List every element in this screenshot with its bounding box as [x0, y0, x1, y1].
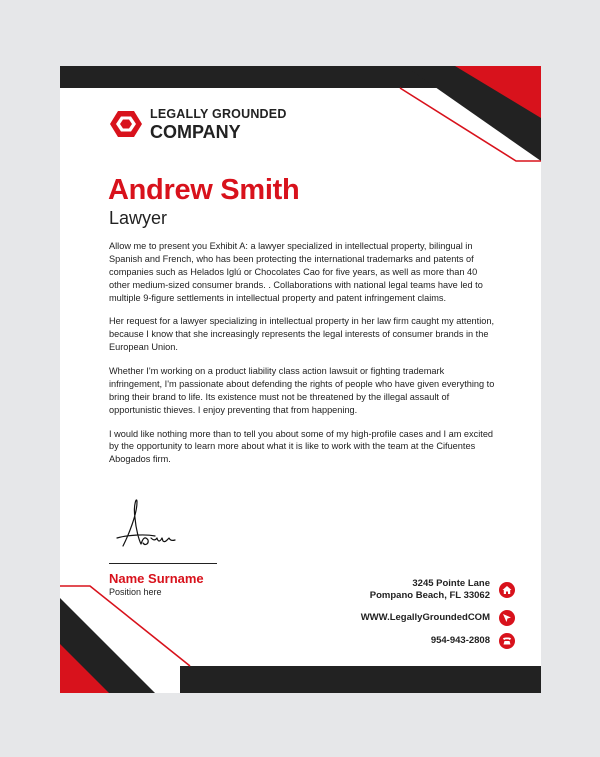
paragraph-1: Allow me to present you Exhibit A: a lawyer specialized in intellectual property, bilingual in Spanish and French, who has been protecting the international trademarks and patents of companies such as Helados Iglú or Chocolates Cao for five years, as well as more than 40 other medium-sized consumer brands. . Collaborations with national legal teams have led to multiple 9-figure settlements in intellectual property and patent infringement claims. — [109, 241, 483, 303]
website-row — [361, 610, 515, 626]
address-line1: 3245 Pointe Lane — [412, 578, 490, 589]
website-text[interactable]: WWW.LegallyGroundedCOM — [360, 611, 490, 623]
contact-info — [361, 578, 515, 656]
address-line2: Pompano Beach, FL 33062 — [369, 590, 490, 602]
phone-icon — [499, 633, 515, 649]
cursor-icon — [499, 610, 515, 626]
company-logo — [109, 108, 287, 141]
signature-position: Position here — [109, 587, 162, 597]
paragraph-4: I would like nothing more than to tell you about some of my high-profile cases and I am excited by the opportunity to learn more about what it is like to work with the team at the Cifuentes Abogados firm. — [109, 428, 494, 465]
letter-body — [109, 240, 499, 477]
signature-drawing — [115, 494, 195, 554]
signature-line — [109, 563, 217, 564]
paragraph-2: Her request for a lawyer specializing in intellectual property in her law firm caught my attention, because I know that she increasingly represents the legal interests of consumer brands in the European Union. — [109, 316, 495, 353]
paragraph-3: Whether I'm working on a product liability class action lawsuit or fighting trademark infringement, I'm passionate about defending the rights of people who have given everything to bring their brand to life. Its existence must not be threatened by the illegal assault of opportunistic thieves. I enjoy preventing that from happening. — [109, 366, 495, 415]
hexagon-logo-icon — [109, 109, 143, 139]
signature-name: Name Surname — [109, 571, 204, 586]
letterhead-page — [60, 66, 541, 693]
phone-row — [361, 633, 515, 649]
address-row — [361, 578, 515, 603]
person-role: Lawyer — [109, 208, 168, 228]
phone-text: 954-943-2808 — [430, 634, 490, 646]
company-name-line1: LEGALLY GROUNDED — [150, 107, 287, 121]
person-name: Andrew Smith — [108, 174, 300, 206]
company-name-line2: COMPANY — [150, 121, 241, 142]
home-icon — [499, 582, 515, 598]
